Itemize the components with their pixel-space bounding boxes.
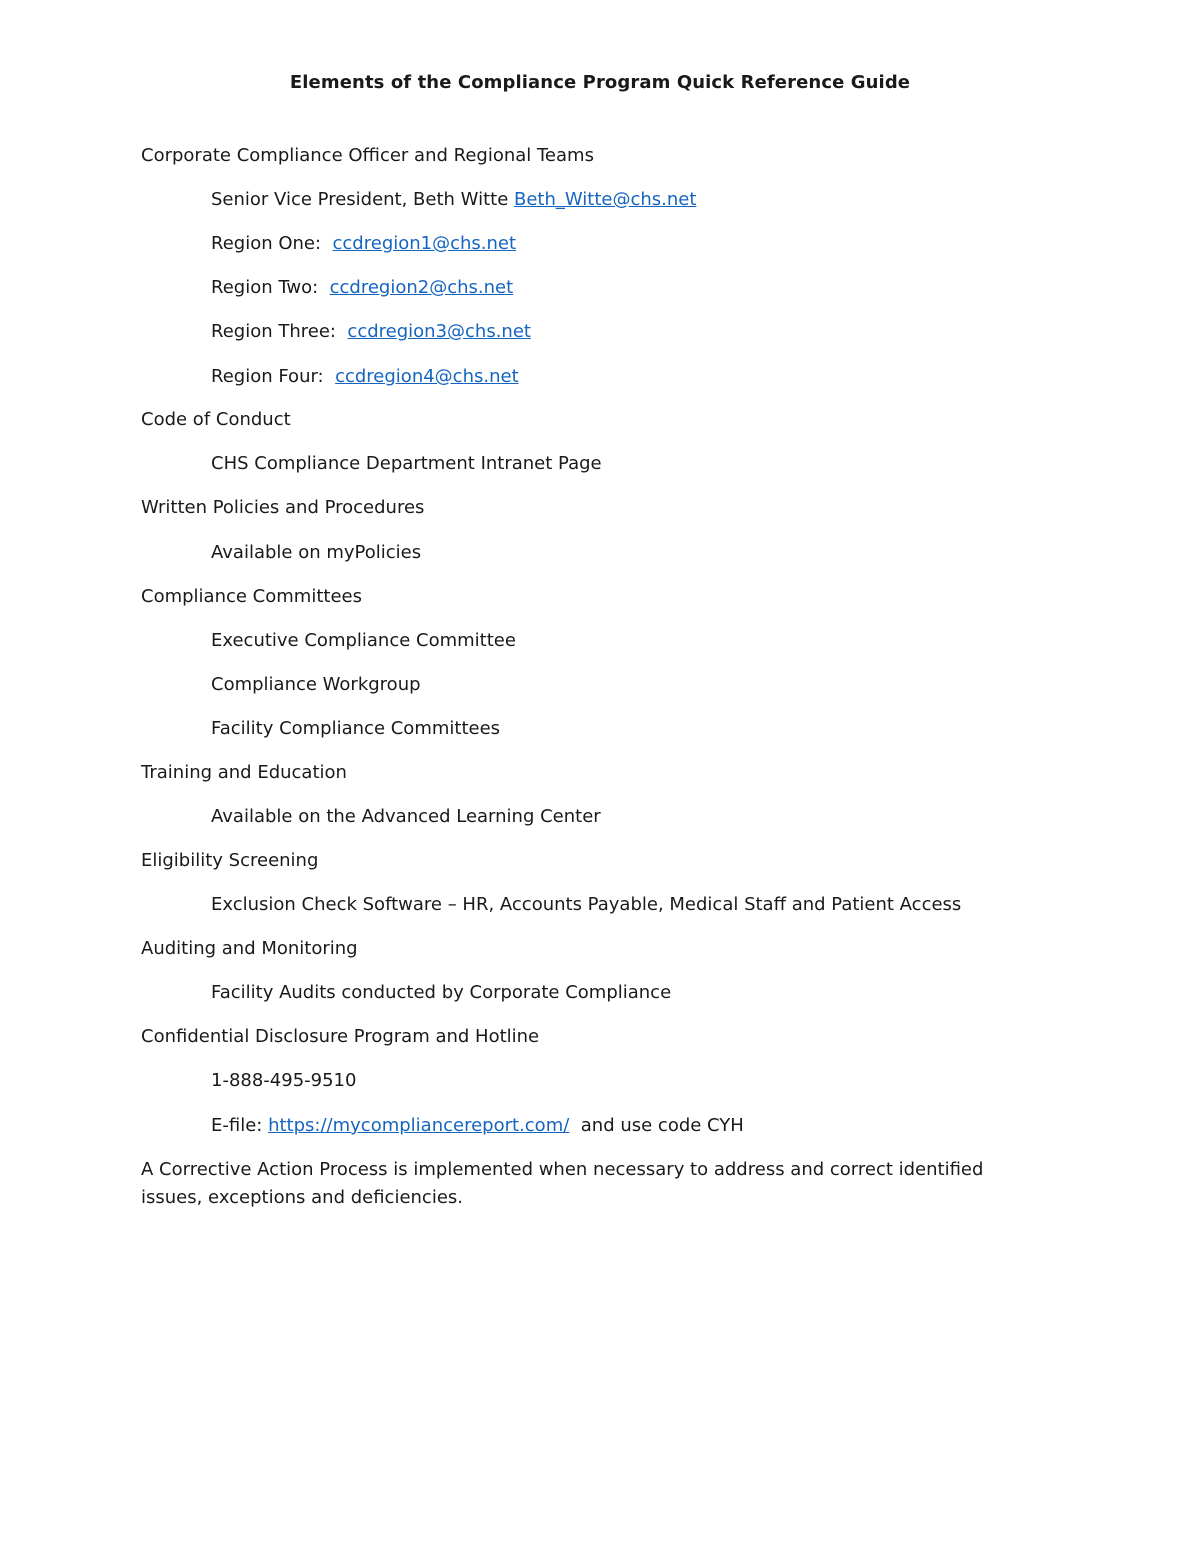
section-heading-training: Training and Education [141,762,347,783]
svp-email-link[interactable]: Beth_Witte@chs.net [514,189,697,210]
region4-label: Region Four: [211,366,324,387]
region2-line [211,276,513,300]
committee-item: Facility Compliance Committees [211,718,501,739]
region1-label: Region One: [211,233,322,254]
region1-line [211,232,516,256]
region2-label: Region Two: [211,277,319,298]
section-heading-officer: Corporate Compliance Officer and Regional Teams [141,145,594,166]
region3-label: Region Three: [211,321,336,342]
section-heading-committees: Compliance Committees [141,586,362,607]
policies-item: Available on myPolicies [211,542,422,563]
svp-label: Senior Vice President, Beth Witte [211,189,509,210]
closing-paragraph: A Corrective Action Process is implemented when necessary to address and correct identified issues, exceptions and deficiencies. [141,1159,984,1208]
region4-line [211,365,519,389]
efile-url-link[interactable]: https://mycompliancereport.com/ [268,1115,570,1136]
training-item: Available on the Advanced Learning Center [211,806,601,827]
page-title: Elements of the Compliance Program Quick Reference Guide [289,72,911,93]
efile-line [211,1114,744,1138]
section-heading-eligibility: Eligibility Screening [141,850,319,871]
section-heading-hotline: Confidential Disclosure Program and Hotline [141,1026,540,1047]
efile-suffix: and use code CYH [580,1115,744,1136]
auditing-item: Facility Audits conducted by Corporate Compliance [211,982,672,1003]
section-heading-policies: Written Policies and Procedures [141,497,425,518]
region1-email-link[interactable]: ccdregion1@chs.net [332,233,517,254]
committee-item: Executive Compliance Committee [211,630,516,651]
region3-line [211,320,531,344]
code-item: CHS Compliance Department Intranet Page [211,453,602,474]
region2-email-link[interactable]: ccdregion2@chs.net [329,277,514,298]
svp-line [211,188,696,212]
section-heading-code: Code of Conduct [141,409,291,430]
region3-email-link[interactable]: ccdregion3@chs.net [347,321,531,342]
region4-email-link[interactable]: ccdregion4@chs.net [335,366,519,387]
committee-item: Compliance Workgroup [211,674,421,695]
eligibility-item: Exclusion Check Software – HR, Accounts Payable, Medical Staff and Patient Access [211,894,962,915]
section-heading-auditing: Auditing and Monitoring [141,938,358,959]
efile-label: E-file: [211,1115,263,1136]
hotline-phone: 1-888-495-9510 [211,1070,357,1091]
